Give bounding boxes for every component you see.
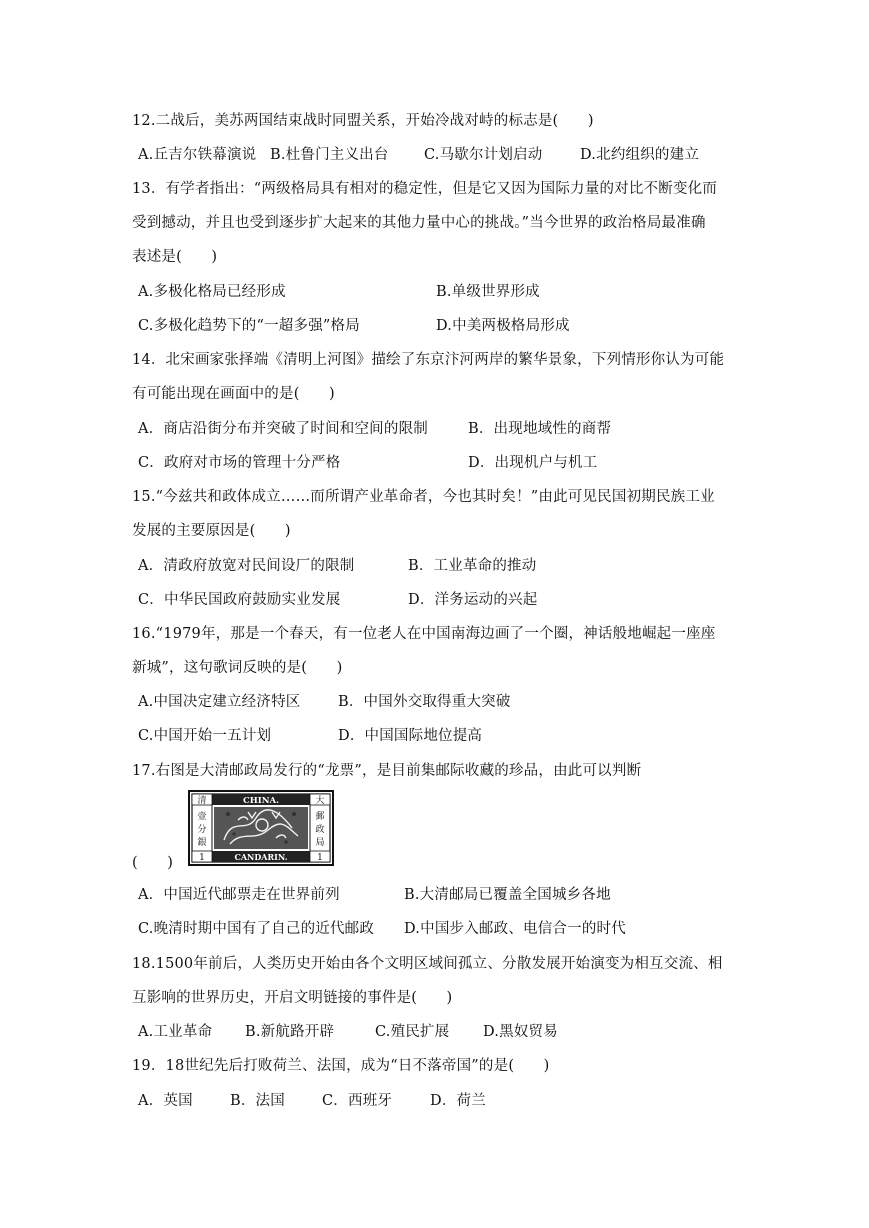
- q18-option-b: B.新航路开辟: [245, 1024, 335, 1040]
- q15-option-b: B．工业革命的推动: [408, 558, 537, 574]
- q13-option-c: C.多极化趋势下的“一超多强”格局: [138, 318, 360, 334]
- q19-option-c: C．西班牙: [322, 1093, 393, 1109]
- q15-option-c: C．中华民国政府鼓励实业发展: [138, 592, 341, 608]
- q13-option-b: B.单级世界形成: [436, 284, 540, 300]
- q12-stem-line-1: 12.二战后，美苏两国结束战时同盟关系，开始冷战对峙的标志是( ): [132, 113, 594, 129]
- q17-option-c: C.晚清时期中国有了自己的近代邮政: [138, 921, 375, 937]
- q13-option-a: A.多极化格局已经形成: [138, 284, 286, 300]
- q12-option-c: C.马歇尔计划启动: [424, 147, 543, 163]
- q13-stem-line-3: 表述是( ): [132, 249, 218, 265]
- stamp-right-char-1: 郵: [315, 812, 325, 822]
- q18-stem-line-1: 18.1500年前后，人类历史开始由各个文明区域间孤立、分散发展开始演变为相互交流、相: [132, 956, 723, 972]
- q17-stem-line-1: 17.右图是大清邮政局发行的“龙票”，是目前集邮际收藏的珍品，由此可以判断: [132, 763, 642, 779]
- stamp-right-char-3: 局: [315, 838, 325, 848]
- q18-stem-line-2: 互影响的世界历史，开启文明链接的事件是( ): [132, 990, 453, 1006]
- q16-option-b: B．中国外交取得重大突破: [338, 694, 511, 710]
- q12-option-d: D.北约组织的建立: [580, 147, 700, 163]
- q15-stem-line-1: 15.“今兹共和政体成立……而所谓产业革命者，今也其时矣！”由此可见民国初期民族工业: [132, 489, 715, 505]
- q13-stem-line-1: 13．有学者指出：“两级格局具有相对的稳定性，但是它又因为国际力量的对比不断变化而: [132, 181, 718, 197]
- q14-stem-line-1: 14．北宋画家张择端《清明上河图》描绘了东京汴河两岸的繁华景象，下列情形你认为可能: [132, 352, 725, 368]
- q15-stem-line-2: 发展的主要原因是( ): [132, 523, 291, 539]
- q17-answer-paren: ( ): [132, 855, 174, 871]
- q19-option-a: A．英国: [138, 1093, 193, 1109]
- stamp-corner-bottom-left: 1: [199, 853, 205, 863]
- stamp-top-text: CHINA.: [242, 796, 280, 806]
- stamp-right-char-2: 政: [315, 825, 325, 835]
- q18-option-d: D.黑奴贸易: [483, 1024, 558, 1040]
- q18-option-c: C.殖民扩展: [375, 1024, 450, 1040]
- stamp-left-char-3: 銀: [197, 838, 207, 848]
- q13-option-d: D.中美两极格局形成: [436, 318, 570, 334]
- stamp-corner-top-left: 清: [197, 796, 207, 806]
- q16-stem-line-1: 16.“1979年，那是一个春天，有一位老人在中国南海边画了一个圈，神话般地崛起一座座: [132, 626, 716, 642]
- q17-option-b: B.大清邮局已覆盖全国城乡各地: [404, 887, 611, 903]
- q18-option-a: A.工业革命: [138, 1024, 213, 1040]
- stamp-corner-top-right: 大: [315, 796, 325, 806]
- q12-option-b: B.杜鲁门主义出台: [270, 147, 389, 163]
- q16-option-d: D．中国国际地位提高: [338, 728, 483, 744]
- dragon-stamp-image: [188, 790, 334, 866]
- q16-stem-line-2: 新城”，这句歌词反映的是( ): [132, 660, 343, 676]
- stamp-left-char-1: 壹: [197, 812, 207, 822]
- q12-option-a: A.丘吉尔铁幕演说: [138, 147, 257, 163]
- q15-option-a: A．清政府放宽对民间设厂的限制: [138, 558, 355, 574]
- q17-option-a: A．中国近代邮票走在世界前列: [138, 887, 340, 903]
- q14-option-c: C．政府对市场的管理十分严格: [138, 455, 341, 471]
- stamp-corner-bottom-right: 1: [317, 853, 323, 863]
- stamp-left-char-2: 分: [197, 825, 207, 835]
- q19-option-b: B．法国: [230, 1093, 285, 1109]
- q17-option-d: D.中国步入邮政、电信合一的时代: [404, 921, 626, 937]
- q14-option-b: B．出现地域性的商帮: [468, 421, 612, 437]
- q15-option-d: D．洋务运动的兴起: [408, 592, 538, 608]
- q14-stem-line-2: 有可能出现在画面中的是( ): [132, 386, 335, 402]
- q14-option-a: A．商店沿街分布并突破了时间和空间的限制: [138, 421, 428, 437]
- q16-option-c: C.中国开始一五计划: [138, 728, 272, 744]
- stamp-bottom-text: CANDARIN.: [234, 852, 288, 862]
- q19-option-d: D．荷兰: [430, 1093, 486, 1109]
- q19-stem-line-1: 19．18世纪先后打败荷兰、法国，成为“日不落帝国”的是( ): [132, 1058, 550, 1074]
- q16-option-a: A.中国决定建立经济特区: [138, 694, 301, 710]
- q13-stem-line-2: 受到撼动，并且也受到逐步扩大起来的其他力量中心的挑战。”当今世界的政治格局最准确: [132, 215, 706, 231]
- q14-option-d: D．出现机户与机工: [468, 455, 598, 471]
